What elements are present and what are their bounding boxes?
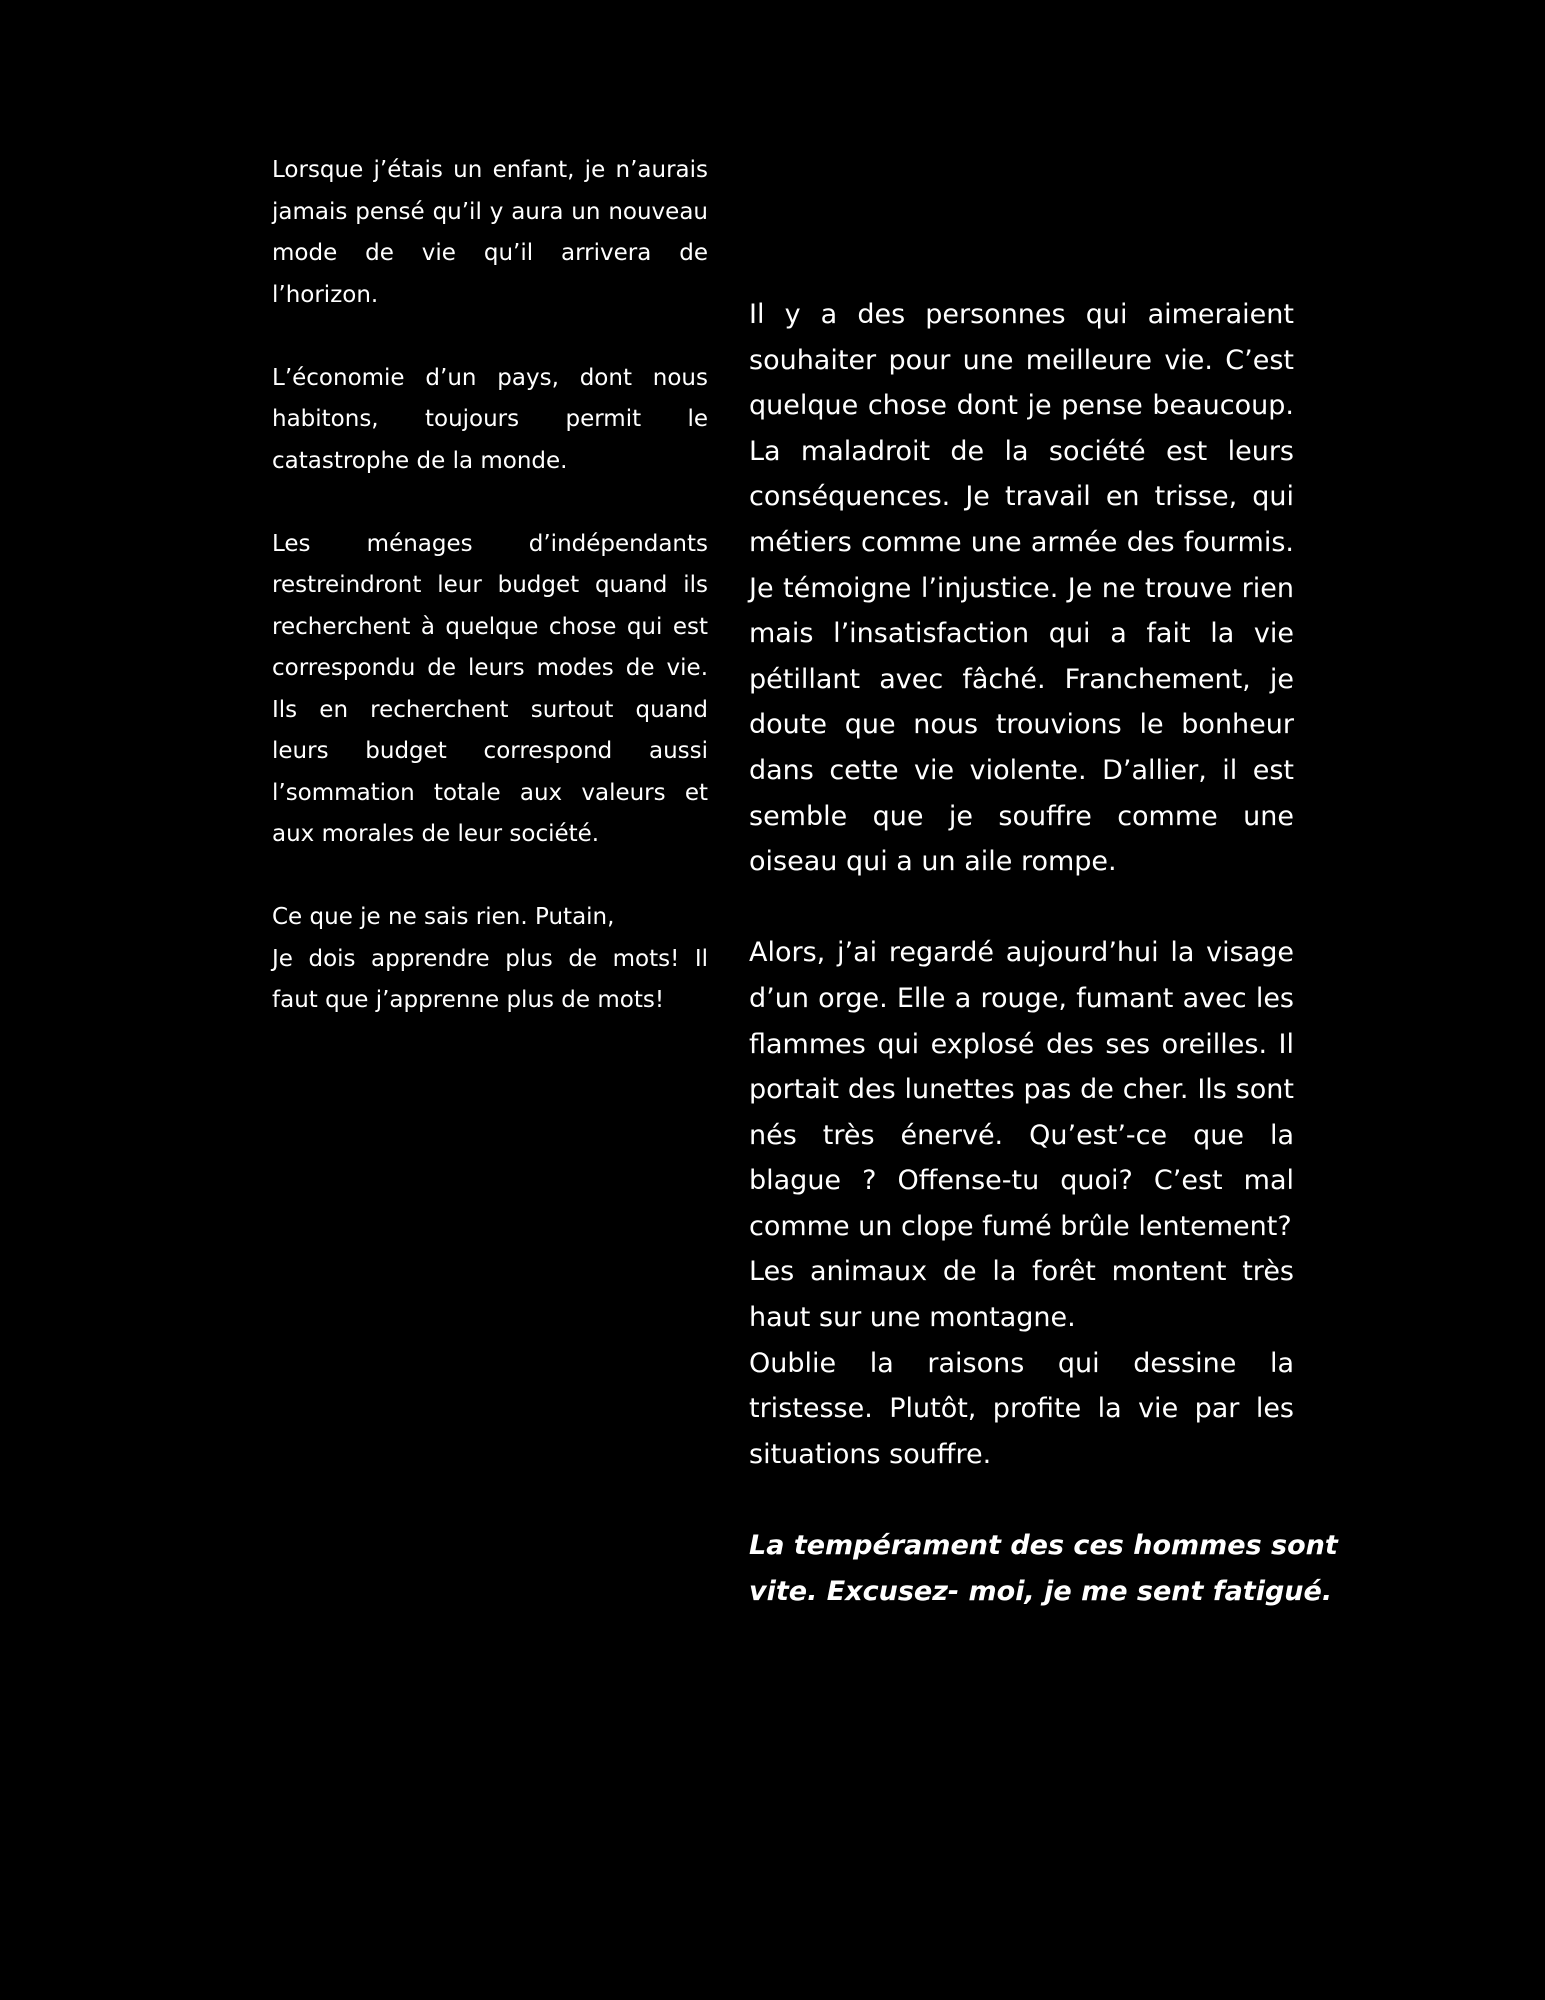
left-text-column (272, 150, 708, 1063)
paragraph: Alors, j’ai regardé aujourd’hui la visage d’un orge. Elle a rouge, fumant avec les flammes qui explosé des ses oreilles. Il portait des lunettes pas de cher. Ils sont nés très énervé. Qu’est’-ce que la blague ? Offense-tu quoi? C’est mal comme un clope fumé brûle lentement? Les animaux de la forêt montent très haut sur une montagne. Oublie la raisons qui dessine la tristesse. Plutôt, profite la vie par les situations souffre. (749, 937, 1294, 1470)
paragraph: Lorsque j’étais un enfant, je n’aurais jamais pensé qu’il y aura un nouveau mode de vie qu’il arrivera de l’horizon. (272, 157, 708, 308)
closing-statement: La tempérament des ces hommes sont vite. Excusez- moi, je me sent fatigué. (749, 1530, 1338, 1607)
paragraph: Il y a des personnes qui aimeraient souhaiter pour une meilleure vie. C’est quelque chose dont je pense beaucoup. La maladroit de la société est leurs conséquences. Je travail en trisse, qui métiers comme une armée des fourmis. Je témoigne l’injustice. Je ne trouve rien mais l’insatisfaction qui a fait la vie pétillant avec fâché. Franchement, je doute que nous trouvions le bonheur dans cette vie violente. D’allier, il est semble que je souffre comme une oiseau qui a un aile rompe. (749, 299, 1294, 878)
paragraph: L’économie d’un pays, dont nous habitons, toujours permit le catastrophe de la monde. (272, 364, 708, 474)
paragraph: Ce que je ne sais rien. Putain, Je dois apprendre plus de mots! Il faut que j’apprenne plus de mots! (272, 904, 708, 1013)
paragraph: Les ménages d’indépendants restreindront leur budget quand ils recherchent à quelque chose qui est correspondu de leurs modes de vie. Ils en recherchent surtout quand leurs budget correspond aussi l’sommation totale aux valeurs et aux morales de leur société. (272, 530, 708, 847)
right-text-column (749, 292, 1338, 1660)
